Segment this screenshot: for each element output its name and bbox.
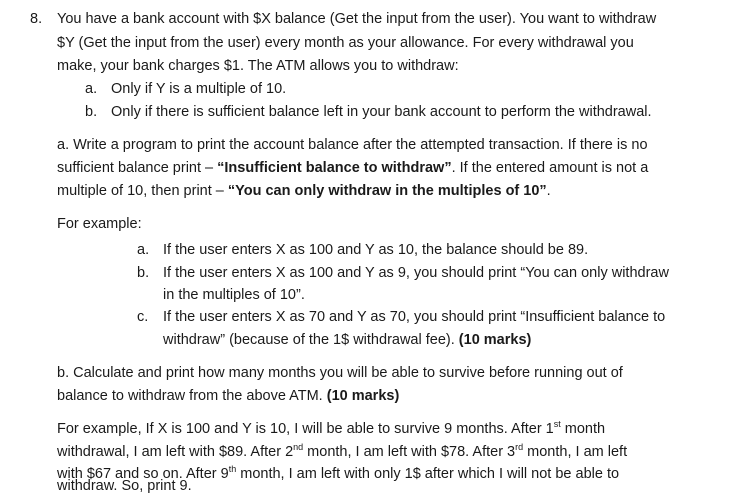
- example-b-marker: b.: [137, 265, 150, 281]
- part-b-example-line-3: with $67 and so on. After 9th month, I am left with only 1$ after which I will not be able to: [57, 464, 620, 482]
- part-b-line-2: balance to withdraw from the above ATM. (10 marks): [57, 388, 400, 404]
- part-b-example-line-4: withdraw. So, print 9.: [57, 478, 192, 494]
- example-c-text-2: withdraw” (because of the 1$ withdrawal fee). (10 marks): [163, 332, 532, 348]
- intro-line-3: make, your bank charges $1. The ATM allows you to withdraw:: [57, 58, 459, 74]
- multiples-message: “You can only withdraw in the multiples of 10”: [227, 183, 547, 199]
- part-a-line-2: sufficient balance print – “Insufficient balance to withdraw”. If the entered amount is not a: [57, 160, 649, 176]
- example-c-text-1: If the user enters X as 70 and Y as 70, you should print “Insufficient balance to: [163, 309, 666, 325]
- intro-line-1: You have a bank account with $X balance (Get the input from the user). You want to withdraw: [57, 11, 657, 27]
- insufficient-message: “Insufficient balance to withdraw”: [217, 160, 452, 176]
- marks-label: (10 marks): [326, 388, 400, 404]
- part-b-line-1: b. Calculate and print how many months you will be able to survive before running out of: [57, 365, 623, 381]
- condition-b-text: Only if there is sufficient balance left in your bank account to perform the withdrawal.: [111, 104, 652, 120]
- condition-a-marker: a.: [85, 81, 98, 97]
- part-a-line-1: a. Write a program to print the account balance after the attempted transaction. If there is no: [57, 137, 648, 153]
- example-b-text-2: in the multiples of 10”.: [163, 287, 305, 303]
- example-a-marker: a.: [137, 242, 150, 258]
- example-c-marker: c.: [137, 309, 149, 325]
- condition-a-text: Only if Y is a multiple of 10.: [111, 81, 287, 97]
- for-example-label: For example:: [57, 216, 142, 232]
- part-b-example-line-1: For example, If X is 100 and Y is 10, I will be able to survive 9 months. After 1st month: [57, 419, 606, 437]
- part-a-line-3: multiple of 10, then print – “You can only withdraw in the multiples of 10”.: [57, 183, 551, 199]
- part-b-example-line-2: withdrawal, I am left with $89. After 2nd month, I am left with $78. After 3rd month, I am left: [57, 442, 628, 460]
- intro-line-2: $Y (Get the input from the user) every month as your allowance. For every withdrawal you: [57, 35, 634, 51]
- condition-b-marker: b.: [85, 104, 98, 120]
- question-number: 8.: [30, 11, 43, 27]
- marks-label: (10 marks): [458, 332, 532, 348]
- example-b-text-1: If the user enters X as 100 and Y as 9, you should print “You can only withdraw: [163, 265, 669, 281]
- example-a-text: If the user enters X as 100 and Y as 10, the balance should be 89.: [163, 242, 589, 258]
